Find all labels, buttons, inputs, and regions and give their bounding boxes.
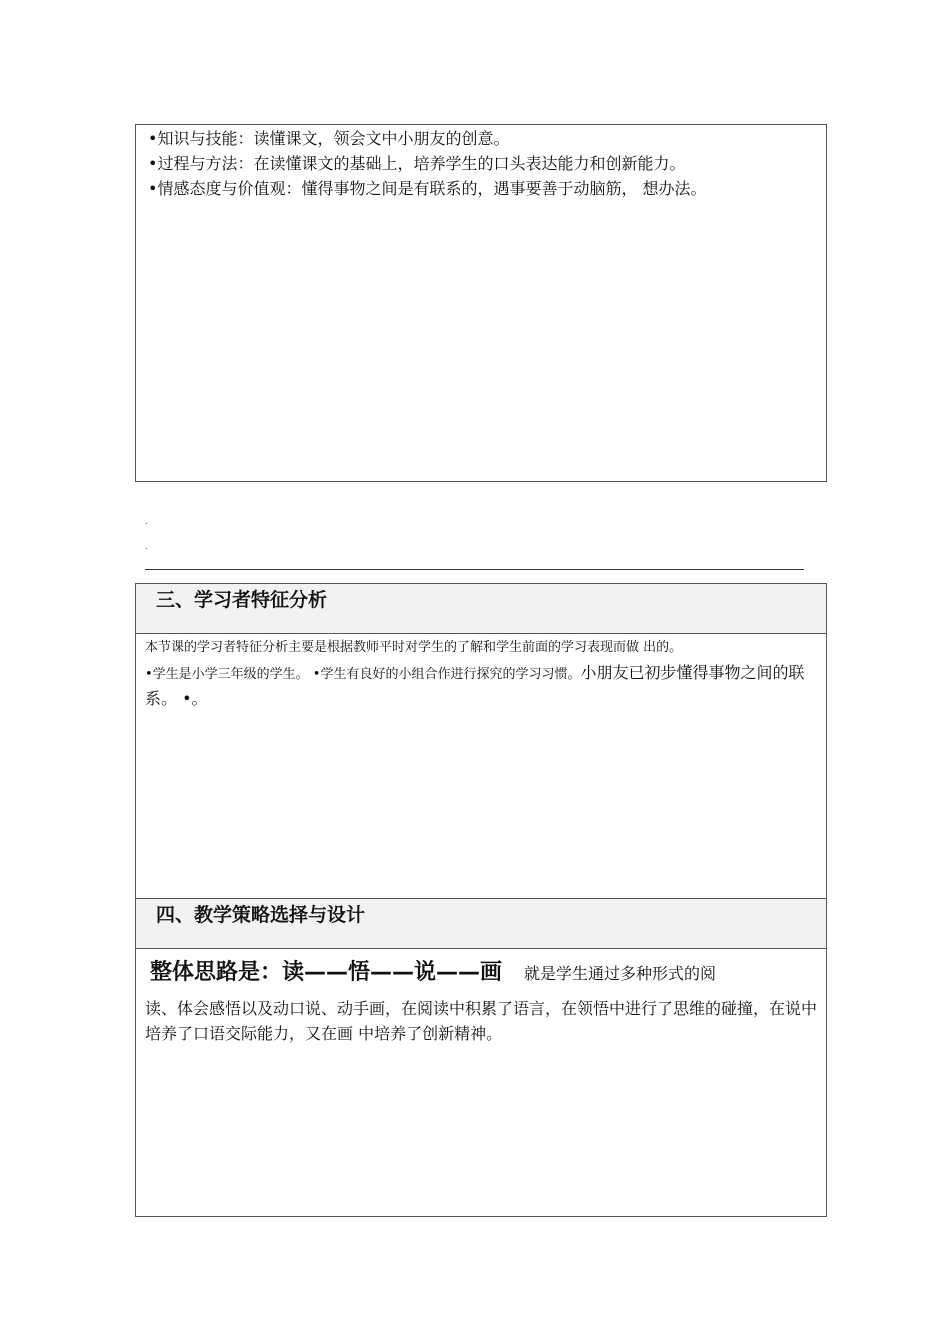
section4-title: 四、教学策略选择与设计 <box>136 898 826 949</box>
objective-process: •过程与方法：在读懂课文的基础上，培养学生的口头表达能力和创新能力。 <box>148 154 686 173</box>
analysis-table <box>135 583 827 1217</box>
section4-body <box>145 956 818 1046</box>
stray-dot: . <box>145 517 148 526</box>
objectives-box <box>135 124 827 482</box>
section3-title: 三、学习者特征分析 <box>136 584 826 634</box>
section3-points: •学生是小学三年级的学生。 •学生有良好的小组合作进行探究的学习习惯。 <box>145 667 581 682</box>
section3-points-cont: 小朋友已初步懂得事物之间的联系。 •。 <box>145 663 805 708</box>
section4-headline: 整体思路是：读——悟——说——画 <box>150 960 503 985</box>
divider-line <box>145 569 804 570</box>
section3-intro: 本节课的学习者特征分析主要是根据教师平时对学生的了解和学生前面的学习表现而做 出的。 <box>145 640 683 655</box>
objective-attitude: •情感态度与价值观：懂得事物之间是有联系的，遇事要善于动脑筋， 想办法。 <box>148 179 707 198</box>
section3-body <box>145 638 818 711</box>
objective-knowledge: •知识与技能：读懂课文，领会文中小朋友的创意。 <box>148 129 510 148</box>
section4-lead: 就是学生通过多种形式的阅 <box>524 964 717 983</box>
stray-dot: . <box>145 542 148 551</box>
section3-details <box>145 661 818 711</box>
section4-paragraph: 读、体会感悟以及动口说、动手画，在阅读中积累了语言，在领悟中进行了思维的碰撞，在说中培养了口语交际能力，又在画 中培养了创新精神。 <box>145 999 818 1043</box>
